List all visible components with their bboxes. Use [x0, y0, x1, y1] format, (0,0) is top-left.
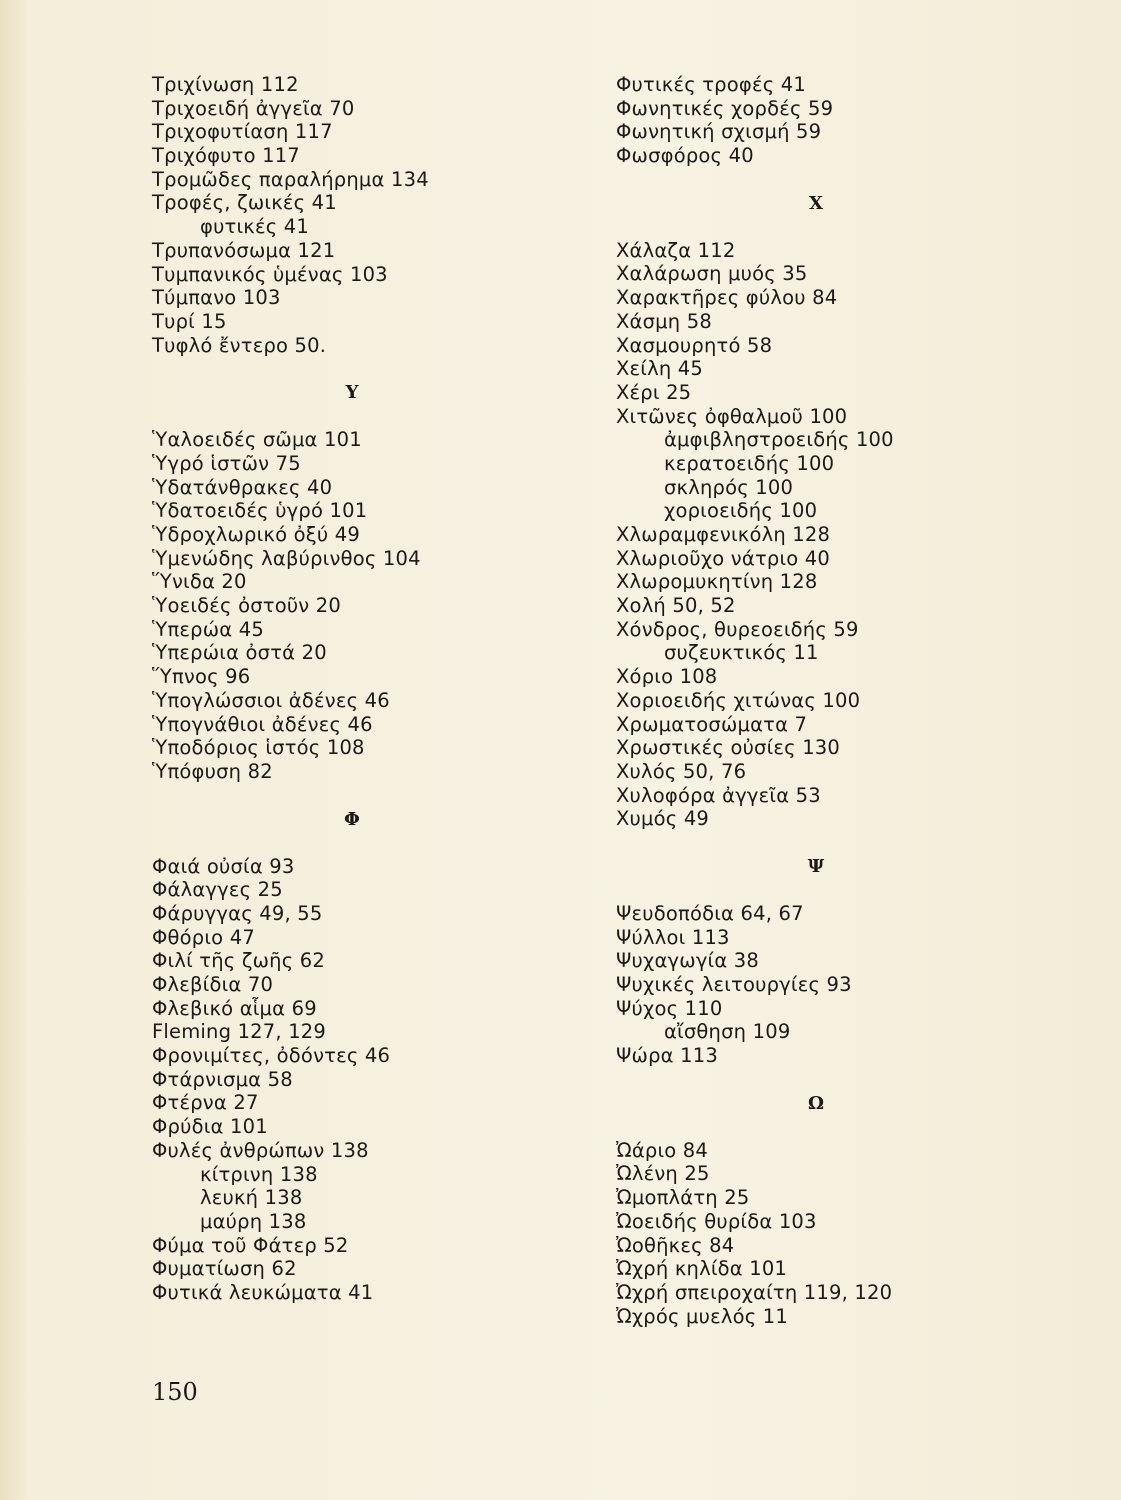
index-entry: Χρωστικές οὐσίες 130: [616, 736, 841, 760]
index-entry: Χάλαζα 112: [616, 238, 736, 262]
index-subentry: κερατοειδής 100: [664, 451, 835, 475]
index-entry: Φθόριο 47: [152, 925, 255, 949]
index-entry: Χλωρομυκητίνη 128: [616, 570, 818, 594]
index-entry: Φρύδια 101: [152, 1115, 268, 1139]
index-entry: Χάσμη 58: [616, 309, 712, 333]
index-entry: Φάρυγγας 49, 55: [152, 901, 323, 925]
index-entry: Τριχοειδή ἀγγεῖα 70: [152, 96, 355, 120]
index-entry: Φυτικά λευκώματα 41: [152, 1280, 374, 1304]
index-entry: Ὑπερώα 45: [152, 617, 264, 641]
index-entry: Τυφλό ἔντερο 50.: [152, 333, 327, 357]
index-entry: Ὠχρός μυελός 11: [616, 1304, 789, 1328]
index-entry: Ὠοθῆκες 84: [616, 1233, 735, 1257]
page-number: 150: [152, 1378, 198, 1406]
index-entry: Ψύχος 110: [616, 996, 723, 1020]
index-entry: Φύμα τοῦ Φάτερ 52: [152, 1233, 349, 1257]
index-entry: Τριχόφυτο 117: [152, 144, 300, 168]
index-entry: Ὠοειδής θυρίδα 103: [616, 1209, 817, 1233]
index-entry: Ὕνιδα 20: [152, 570, 247, 594]
index-entry: Χυλοφόρα ἀγγεῖα 53: [616, 783, 821, 807]
section-letter-heading: Φ: [344, 808, 360, 830]
index-entry: Τροφές, ζωικές 41: [152, 191, 337, 215]
index-subentry: συζευκτικός 11: [664, 641, 819, 665]
index-subentry: μαύρη 138: [200, 1209, 307, 1233]
index-entry: Φυματίωση 62: [152, 1257, 297, 1281]
index-subentry: σκληρός 100: [664, 475, 794, 499]
index-entry: Χαλάρωση μυός 35: [616, 262, 808, 286]
index-entry: Ψυχαγωγία 38: [616, 949, 760, 973]
index-entry: Χασμουρητό 58: [616, 333, 773, 357]
index-column-left: [152, 73, 552, 1305]
index-entry: Ψώρα 113: [616, 1044, 718, 1068]
index-entry: Ὑπογλώσσιοι ἀδένες 46: [152, 688, 390, 712]
index-entry: Χλωριοῦχο νάτριο 40: [616, 546, 831, 570]
index-entry: Χαρακτῆρες φύλου 84: [616, 286, 838, 310]
index-entry: Ὑπόφυση 82: [152, 759, 273, 783]
index-entry: Φωνητικές χορδές 59: [616, 96, 834, 120]
index-subentry: αἴσθηση 109: [664, 1020, 791, 1044]
index-entry: Φυτικές τροφές 41: [616, 73, 806, 96]
index-entry: Φυλές ἀνθρώπων 138: [152, 1138, 369, 1162]
index-entry: Fleming 127, 129: [152, 1020, 327, 1044]
index-column-right: [616, 73, 1056, 1328]
index-subentry: λευκή 138: [200, 1186, 303, 1210]
index-entry: Ψευδοπόδια 64, 67: [616, 901, 804, 925]
index-entry: Τύμπανο 103: [152, 286, 281, 310]
index-entry: Φτέρνα 27: [152, 1091, 259, 1115]
index-entry: Χρωματοσώματα 7: [616, 712, 808, 736]
index-entry: Ὠλένη 25: [616, 1162, 710, 1186]
section-letter-heading: Υ: [345, 382, 359, 404]
index-entry: Χιτῶνες ὀφθαλμοῦ 100: [616, 404, 848, 428]
index-entry: Ὑδροχλωρικό ὀξύ 49: [152, 523, 360, 546]
index-entry: Ψυχικές λειτουργίες 93: [616, 973, 852, 996]
index-entry: Φλεβικό αἷμα 69: [152, 996, 317, 1020]
index-entry: Ὠάριο 84: [616, 1138, 709, 1162]
index-entry: Τριχίνωση 112: [152, 73, 299, 96]
index-entry: Χόριο 108: [616, 665, 718, 689]
index-entry: Φωσφόρος 40: [616, 144, 754, 168]
index-entry: Τριχοφυτίαση 117: [152, 120, 333, 144]
index-entry: Ὑδατοειδές ὑγρό 101: [152, 499, 368, 523]
index-subentry: χοριοειδής 100: [664, 499, 818, 523]
index-entry: Χείλη 45: [616, 357, 704, 381]
index-entry: Ὠμοπλάτη 25: [616, 1186, 750, 1210]
index-entry: Χοριοειδής χιτώνας 100: [616, 688, 861, 712]
index-subentry: ἀμφιβληστροειδής 100: [664, 428, 894, 452]
index-entry: Χόνδρος, θυρεοειδής 59: [616, 617, 859, 641]
index-entry: Φλεβίδια 70: [152, 973, 274, 996]
index-entry: Φτάρνισμα 58: [152, 1067, 293, 1091]
index-entry: Χέρι 25: [616, 380, 692, 404]
index-subentry: φυτικές 41: [200, 215, 309, 239]
section-letter-heading: Χ: [809, 192, 823, 214]
index-entry: Τυμπανικός ὑμένας 103: [152, 262, 388, 286]
index-entry: Ὑμενώδης λαβύρινθος 104: [152, 546, 421, 570]
index-entry: Τρομῶδες παραλήρημα 134: [152, 167, 429, 191]
index-entry: Ὠχρή σπειροχαίτη 119, 120: [616, 1280, 893, 1304]
section-letter-heading: Ψ: [807, 855, 825, 877]
index-entry: Χλωραμφενικόλη 128: [616, 523, 831, 546]
index-entry: Φιλί τῆς ζωῆς 62: [152, 949, 325, 973]
index-entry: Ὑαλοειδές σῶμα 101: [152, 428, 362, 452]
index-entry: Φάλαγγες 25: [152, 878, 283, 902]
index-entry: Ὑοειδές ὀστοῦν 20: [152, 594, 342, 618]
section-letter-heading: Ω: [807, 1092, 825, 1114]
index-entry: Χυλός 50, 76: [616, 759, 747, 783]
index-entry: Ὑδατάνθρακες 40: [152, 475, 333, 499]
index-entry: Ὑπερώια ὀστά 20: [152, 641, 327, 665]
index-entry: Φρονιμίτες, ὀδόντες 46: [152, 1044, 391, 1068]
index-entry: Φωνητική σχισμή 59: [616, 120, 822, 144]
index-subentry: κίτρινη 138: [200, 1162, 318, 1186]
index-entry: Ψύλλοι 113: [616, 925, 730, 949]
index-entry: Χυμός 49: [616, 807, 710, 831]
index-entry: Χολή 50, 52: [616, 594, 736, 618]
index-entry: Ὠχρή κηλίδα 101: [616, 1257, 788, 1281]
index-entry: Ὑποδόριος ἱστός 108: [152, 736, 365, 760]
index-entry: Τυρί 15: [152, 309, 227, 333]
index-entry: Τρυπανόσωμα 121: [152, 238, 336, 262]
index-entry: Ὕπνος 96: [152, 665, 251, 689]
index-entry: Φαιά οὐσία 93: [152, 854, 295, 878]
index-entry: Ὑγρό ἱστῶν 75: [152, 451, 301, 475]
index-entry: Ὑπογνάθιοι ἀδένες 46: [152, 712, 373, 736]
